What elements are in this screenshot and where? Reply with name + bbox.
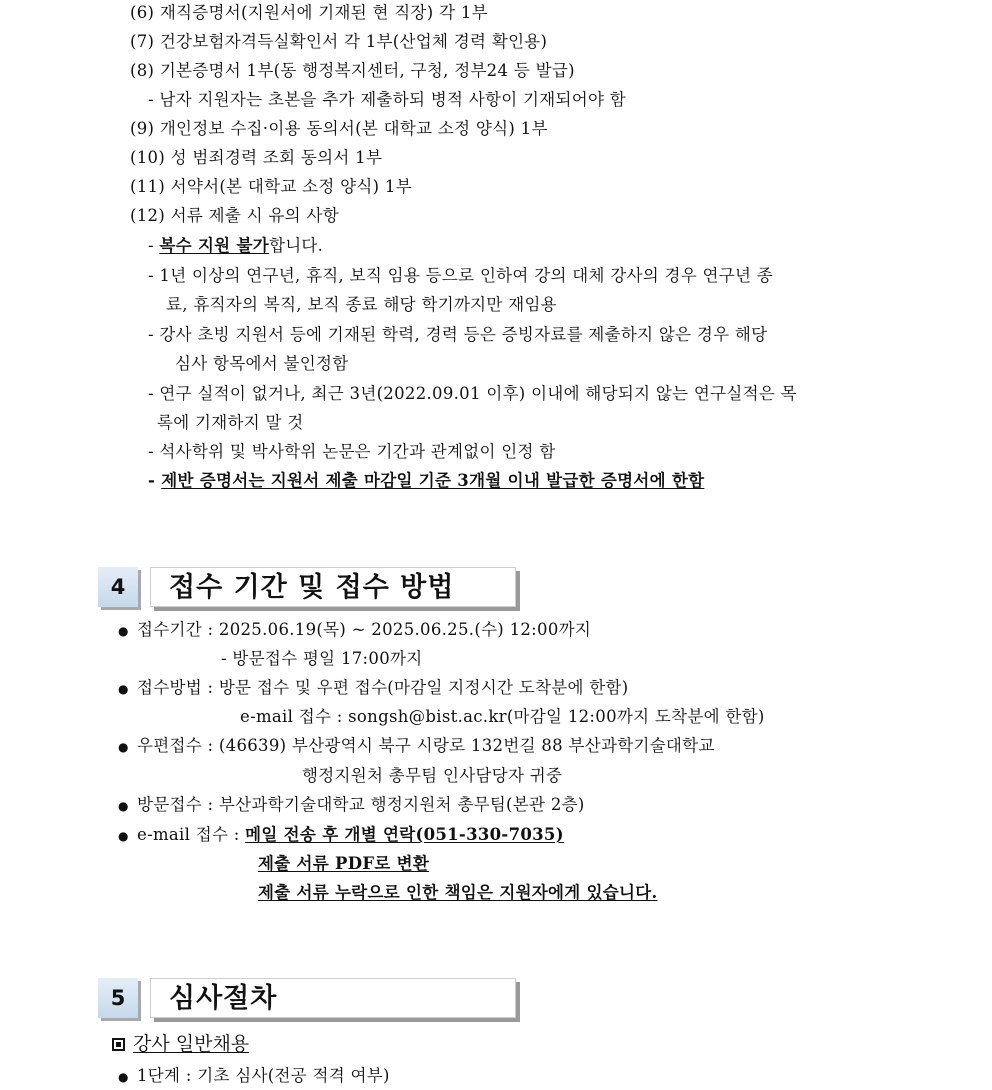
doc-item-9: (9) 개인정보 수집·이용 동의서(본 대학교 소정 양식) 1부 bbox=[130, 119, 548, 138]
bullet-icon: ● bbox=[118, 1070, 129, 1084]
period-sub-line: - 방문접수 평일 17:00까지 bbox=[221, 649, 423, 668]
note-rest: 합니다. bbox=[268, 236, 324, 255]
post-line: 우편접수 : (46639) 부산광역시 북구 시랑로 132번길 88 부산과학기술대학교 bbox=[137, 736, 715, 755]
post-sub-line: 행정지원처 총무팀 인사담당자 귀중 bbox=[302, 766, 563, 785]
doc-item-6: (6) 재직증명서(지원서에 기재된 현 직장) 각 1부 bbox=[130, 3, 488, 22]
note-certificate-text: 제반 증명서는 지원서 제출 마감일 기준 3개월 이내 발급한 증명서에 한함 bbox=[161, 471, 705, 490]
note-dash: - bbox=[148, 236, 160, 255]
note-thesis: - 석사학위 및 박사학위 논문은 기간과 관계없이 인정 함 bbox=[148, 442, 556, 461]
subheading-text: 강사 일반채용 bbox=[133, 1033, 250, 1055]
note-multiple-application bbox=[148, 236, 323, 256]
method-line: 접수방법 : 방문 접수 및 우편 접수(마감일 지정시간 도착분에 한함) bbox=[137, 678, 629, 697]
method-email-line: e-mail 접수 : songsh@bist.ac.kr(마감일 12:00까지 도착분에 한함) bbox=[240, 707, 765, 726]
section-4-header bbox=[98, 567, 528, 611]
subheading-general-hiring bbox=[112, 1032, 249, 1056]
visit-line: 방문접수 : 부산과학기술대학교 행정지원처 총무팀(본관 2층) bbox=[137, 795, 585, 814]
doc-item-12: (12) 서류 제출 시 유의 사항 bbox=[130, 206, 339, 225]
doc-item-7: (7) 건강보험자격득실확인서 각 1부(산업체 경력 확인용) bbox=[130, 32, 548, 51]
section-5-header bbox=[98, 978, 528, 1022]
doc-item-11: (11) 서약서(본 대학교 소정 양식) 1부 bbox=[130, 177, 412, 196]
bullet-icon: ● bbox=[118, 740, 129, 754]
bullet-icon: ● bbox=[118, 799, 129, 813]
bullet-icon: ● bbox=[118, 829, 129, 843]
note-dash: - bbox=[148, 471, 162, 490]
section-title: 접수 기간 및 접수 방법 bbox=[150, 567, 516, 607]
note-research-line1: - 연구 실적이 없거나, 최근 3년(2022.09.01 이후) 이내에 해당되지 않는 연구실적은 목 bbox=[148, 384, 797, 403]
section-number: 4 bbox=[98, 567, 138, 607]
doc-item-8-note: - 남자 지원자는 초본을 추가 제출하되 병적 사항이 기재되어야 함 bbox=[148, 90, 626, 109]
square-bullet-icon bbox=[112, 1038, 125, 1051]
note-evidence-line2: 심사 항목에서 불인정함 bbox=[175, 354, 349, 373]
bullet-icon: ● bbox=[118, 682, 129, 696]
email-line bbox=[137, 825, 564, 845]
email-label: e-mail 접수 : bbox=[137, 825, 246, 844]
email-contact: 메일 전송 후 개별 연락(051-330-7035) bbox=[245, 825, 564, 844]
section-title: 심사절차 bbox=[150, 978, 516, 1018]
note-emphasis: 복수 지원 불가 bbox=[159, 236, 269, 255]
note-evidence-line1: - 강사 초빙 지원서 등에 기재된 학력, 경력 등은 증빙자료를 제출하지 않은 경우 해당 bbox=[148, 325, 768, 344]
note-certificate-period bbox=[148, 471, 704, 491]
step-1-line: 1단계 : 기초 심사(전공 적격 여부) bbox=[137, 1066, 390, 1085]
note-research-line2: 록에 기재하지 말 것 bbox=[157, 413, 304, 432]
email-pdf-note: 제출 서류 PDF로 변환 bbox=[258, 854, 430, 873]
period-line: 접수기간 : 2025.06.19(목) ~ 2025.06.25.(수) 12:00까지 bbox=[137, 620, 592, 639]
section-number: 5 bbox=[98, 978, 138, 1018]
email-responsibility-note: 제출 서류 누락으로 인한 책임은 지원자에게 있습니다. bbox=[258, 883, 658, 902]
note-sabbatical-line2: 료, 휴직자의 복직, 보직 종료 해당 학기까지만 재임용 bbox=[166, 295, 557, 314]
doc-item-10: (10) 성 범죄경력 조회 동의서 1부 bbox=[130, 148, 383, 167]
doc-item-8: (8) 기본증명서 1부(동 행정복지센터, 구청, 정부24 등 발급) bbox=[130, 61, 575, 80]
bullet-icon: ● bbox=[118, 624, 129, 638]
note-sabbatical-line1: - 1년 이상의 연구년, 휴직, 보직 임용 등으로 인하여 강의 대체 강사의 경우 연구년 종 bbox=[148, 266, 774, 285]
